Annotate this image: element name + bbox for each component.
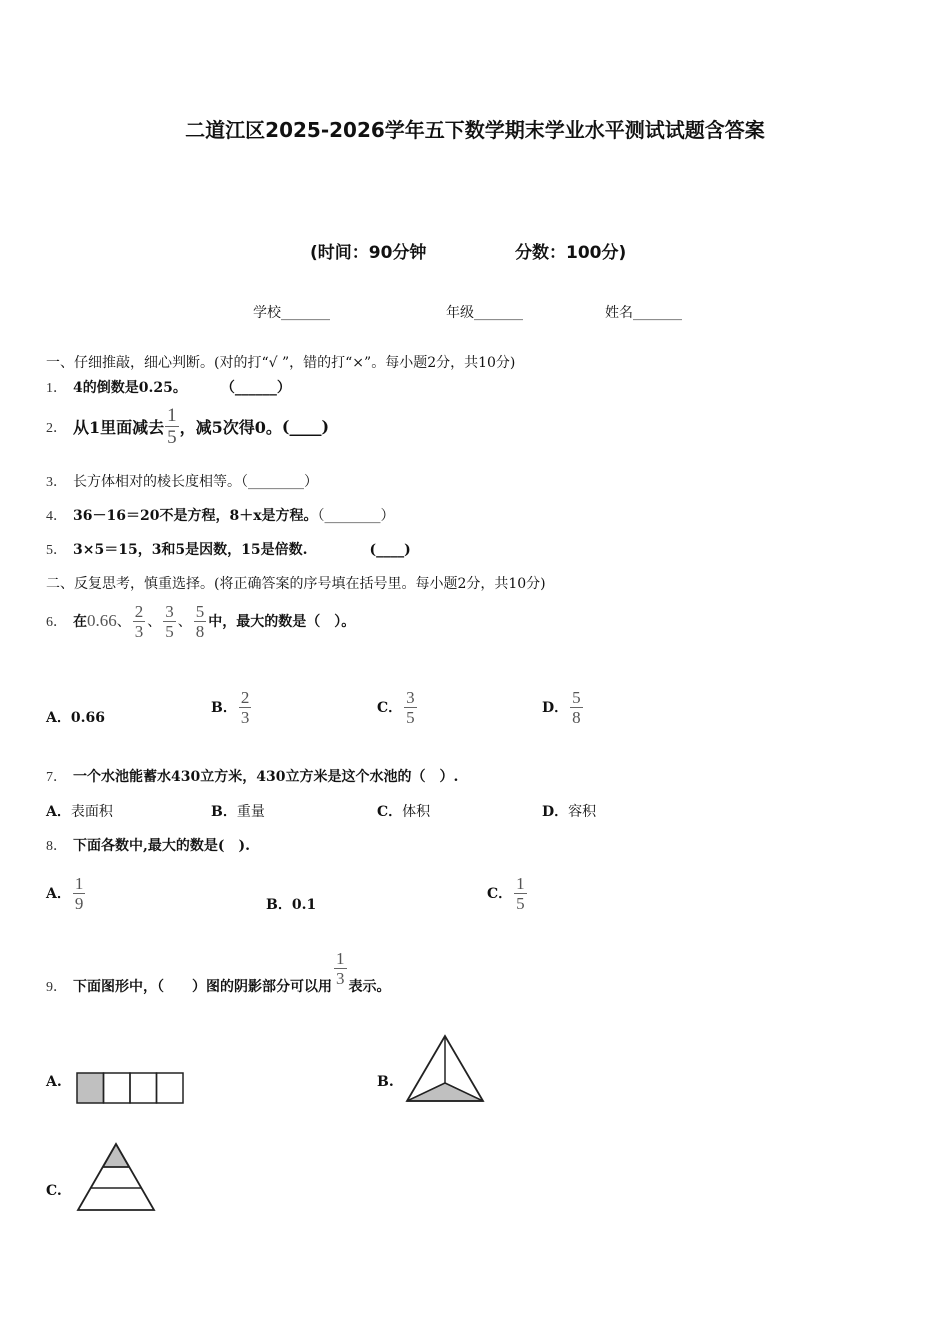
fraction: $\frac{1}{5}$ (167, 405, 177, 448)
grade-field[interactable]: 年级_______ (446, 305, 523, 321)
q9-option-b-label[interactable]: B. (377, 1074, 394, 1090)
name-field[interactable]: 姓名_______ (605, 305, 682, 321)
question-4 (46, 505, 395, 525)
q8-option-b[interactable] (266, 894, 316, 914)
time-limit: (时间：90分钟 (310, 243, 427, 263)
question-text: 在 (73, 614, 87, 630)
school-field[interactable]: 学校_______ (253, 305, 330, 321)
q6-option-a[interactable] (46, 707, 105, 727)
question-3 (46, 471, 318, 491)
q9-option-c-label[interactable]: C. (46, 1183, 62, 1199)
answer-blank[interactable]: （______） (220, 380, 291, 396)
option-label: B． (266, 897, 292, 913)
answer-blank[interactable]: （________） (241, 474, 318, 490)
question-8 (46, 835, 250, 855)
fraction-3-5: $\frac{3}{5}$ (165, 601, 174, 641)
question-6 (46, 596, 355, 646)
question-number: 2． (46, 420, 67, 436)
question-number: 5． (46, 543, 67, 558)
unshaded-part (130, 1073, 157, 1103)
fraction: $\frac{5}{8}$ (572, 687, 581, 727)
section-2-heading: 二、反复思考，慎重选择。(将正确答案的序号填在括号里。每小题2分，共10分) (46, 576, 546, 592)
question-2 (46, 406, 329, 447)
q6-option-b[interactable] (211, 682, 253, 732)
option-value: 0.1 (291, 897, 317, 913)
unshaded-part (157, 1073, 184, 1103)
question-number: 9． (46, 980, 67, 995)
question-number: 4． (46, 509, 67, 524)
fraction: $\frac{2}{3}$ (240, 687, 250, 727)
question-number: 1． (46, 381, 67, 396)
unshaded-part (104, 1073, 131, 1103)
answer-blank[interactable]: (____) (281, 417, 330, 436)
option-label: D． (542, 804, 569, 820)
option-label: A． (46, 886, 71, 902)
question-9 (46, 950, 391, 1000)
q6-option-c[interactable] (377, 682, 419, 732)
option-value: 体积 (402, 804, 431, 820)
question-text: 4的倒数是0.25。 (73, 380, 187, 396)
q9-figure-b[interactable] (404, 1033, 486, 1105)
question-text: 长方体相对的棱长度相等。 (73, 474, 241, 490)
option-value: 0.66 (70, 710, 105, 726)
question-number: 7． (46, 770, 67, 785)
question-text: 下面各数中,最大的数是( ). (73, 838, 250, 854)
q7-option-a[interactable] (46, 801, 113, 821)
shaded-part (103, 1144, 129, 1167)
option-label: B． (211, 700, 237, 716)
question-text: 一个水池能蓄水430立方米，430立方米是这个水池的（ ）. (73, 769, 459, 785)
q7-option-d[interactable] (542, 801, 596, 821)
q8-option-c[interactable] (487, 868, 529, 918)
fraction-5-8: $\frac{5}{8}$ (195, 601, 205, 641)
separator: 、 (147, 614, 162, 630)
option-label: C． (487, 886, 513, 902)
answer-blank[interactable]: （________） (317, 508, 395, 524)
question-5 (46, 539, 411, 559)
option-label: C． (377, 804, 403, 820)
option-value: 表面积 (70, 804, 113, 820)
fraction: $\frac{3}{5}$ (406, 687, 415, 727)
question-text: 从1里面减去 (73, 418, 165, 437)
question-text: 3×5＝15，3和5是因数，15是倍数. (73, 542, 308, 558)
option-label: D． (542, 700, 569, 716)
separator: 、 (116, 614, 131, 630)
fraction: $\frac{1}{5}$ (516, 873, 525, 913)
fraction: $\frac{1}{9}$ (74, 873, 84, 913)
page-title: 二道江区2025-2026学年五下数学期末学业水平测试试题含答案 (185, 118, 765, 142)
option-value: 重量 (236, 804, 265, 820)
shaded-part (77, 1073, 104, 1103)
question-1 (46, 377, 291, 397)
fraction: $\frac{1}{3}$ (336, 949, 345, 988)
shaded-part (407, 1083, 483, 1101)
option-label: A． (46, 710, 71, 726)
q9-figure-a[interactable] (76, 1072, 186, 1105)
separator: 、 (177, 614, 192, 630)
option-value: 容积 (568, 804, 597, 820)
question-7 (46, 766, 458, 786)
question-text: ，减5次得0。 (179, 418, 282, 437)
answer-blank[interactable]: (____) (369, 542, 411, 558)
question-number: 6． (46, 615, 67, 630)
question-text: 下面图形中，（ ）图的阴影部分可以用 (73, 979, 332, 995)
option-label: A． (46, 804, 71, 820)
question-text: 36－16＝20不是方程，8＋x是方程。 (73, 508, 318, 524)
fraction-2-3: $\frac{2}{3}$ (134, 601, 144, 641)
option-label: B． (211, 804, 237, 820)
question-text: 中，最大的数是（ ）。 (208, 614, 356, 630)
q9-figure-c[interactable] (76, 1142, 156, 1214)
option-label: C． (377, 700, 403, 716)
section-1-heading: 一、仔细推敲，细心判断。(对的打“√ ”，错的打“×”。每小题2分，共10分) (46, 355, 516, 371)
decimal-value: 0.66 (87, 611, 117, 630)
total-score: 分数：100分) (515, 243, 627, 263)
q8-option-a[interactable] (46, 868, 87, 918)
question-number: 3． (46, 475, 67, 490)
q7-option-c[interactable] (377, 801, 430, 821)
q9-option-a-label[interactable]: A. (46, 1074, 62, 1090)
question-text: 表示。 (348, 979, 391, 995)
q7-option-b[interactable] (211, 801, 265, 821)
q6-option-d[interactable] (542, 682, 585, 732)
question-number: 8． (46, 839, 67, 854)
